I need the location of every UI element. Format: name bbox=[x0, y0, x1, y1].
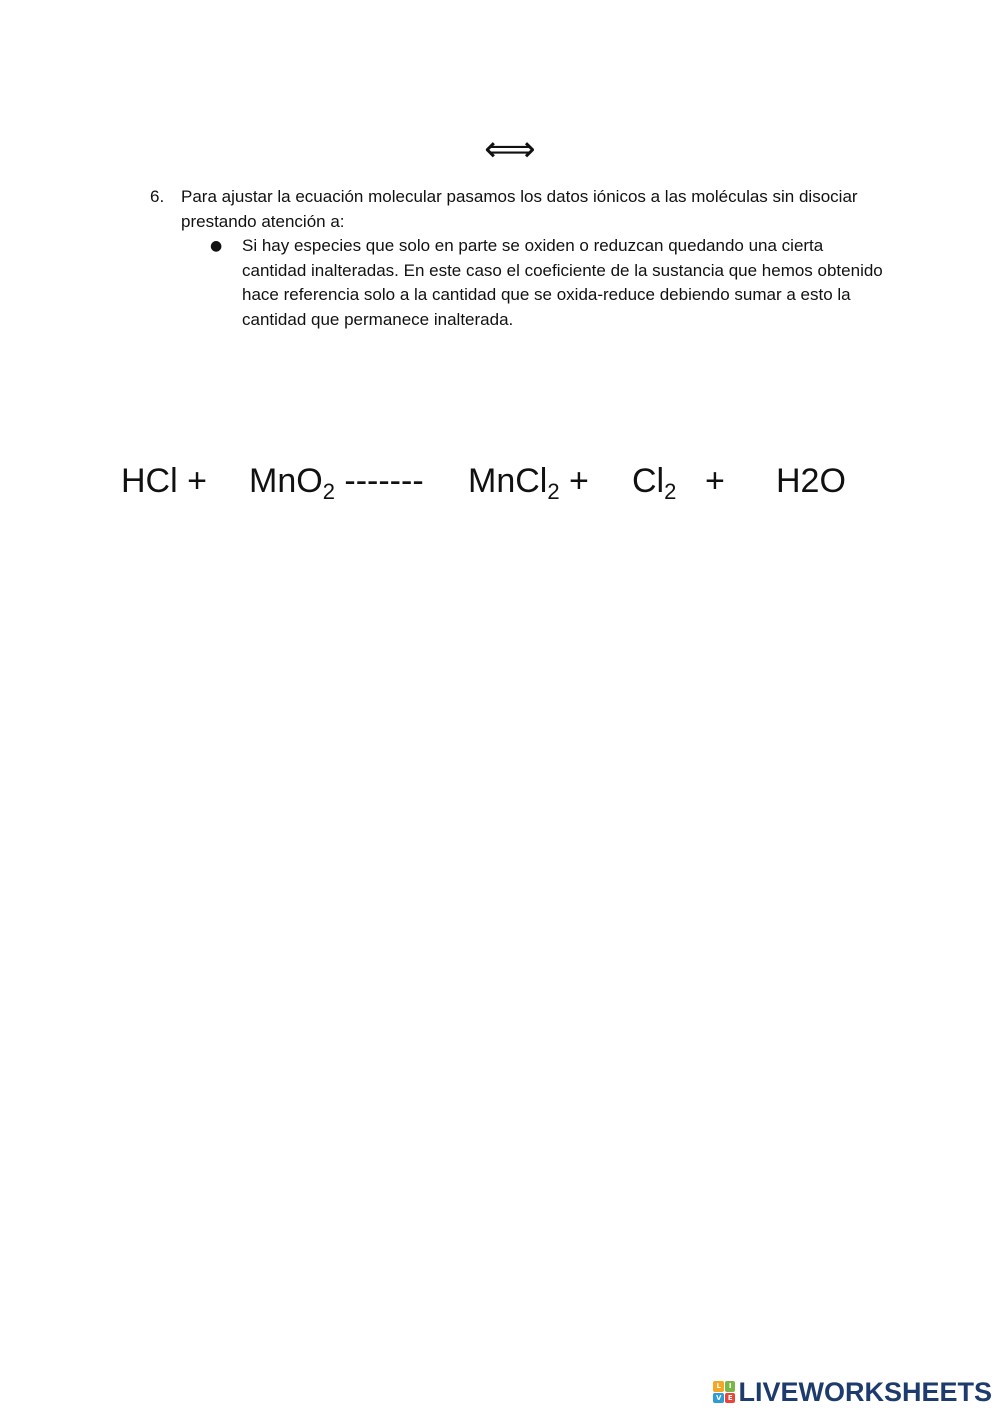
list-item-number: 6. bbox=[150, 187, 165, 206]
liveworksheets-logo bbox=[713, 1377, 992, 1407]
logo-square-v: V bbox=[713, 1393, 724, 1404]
formula-subscript: 2 bbox=[547, 479, 560, 504]
equation-term-hcl: HCl + bbox=[121, 462, 207, 500]
reaction-arrow-dashes: ------- bbox=[334, 462, 424, 500]
liveworksheets-logo-icon bbox=[713, 1381, 735, 1403]
formula-base: Cl bbox=[632, 462, 665, 500]
formula-subscript: 2 bbox=[664, 479, 677, 504]
bullet-list-item bbox=[210, 234, 890, 332]
double-arrow-symbol: ⟺ bbox=[484, 129, 536, 170]
plus-sign: + bbox=[559, 462, 589, 500]
equation-term-cl2 bbox=[632, 458, 676, 504]
formula-base: MnO bbox=[249, 462, 323, 500]
formula-base: MnCl bbox=[468, 462, 548, 500]
equation-term-h2o: H2O bbox=[776, 462, 846, 500]
plus-sign: + bbox=[705, 462, 725, 500]
bullet-marker: ● bbox=[210, 238, 223, 254]
liveworksheets-brand-text: LIVEWORKSHEETS bbox=[738, 1376, 992, 1407]
logo-square-l: L bbox=[713, 1381, 724, 1392]
formula-subscript: 2 bbox=[322, 479, 335, 504]
equation-term-mno2 bbox=[249, 458, 424, 504]
numbered-list-item bbox=[150, 185, 870, 234]
logo-square-e: E bbox=[725, 1393, 736, 1404]
list-item-text: Para ajustar la ecuación molecular pasamos los datos iónicos a las moléculas sin disociar prestando atención a: bbox=[181, 187, 858, 231]
bullet-text: Si hay especies que solo en parte se oxiden o reduzcan quedando una cierta cantidad inalteradas. En este caso el coeficiente de la sustancia que hemos obtenido hace referencia solo a la cantidad que se oxida-reduce debiendo sumar a esto la cantidad que permanece inalterada. bbox=[242, 236, 883, 329]
equation-term-mncl2 bbox=[468, 458, 589, 504]
logo-square-i: I bbox=[725, 1381, 736, 1392]
